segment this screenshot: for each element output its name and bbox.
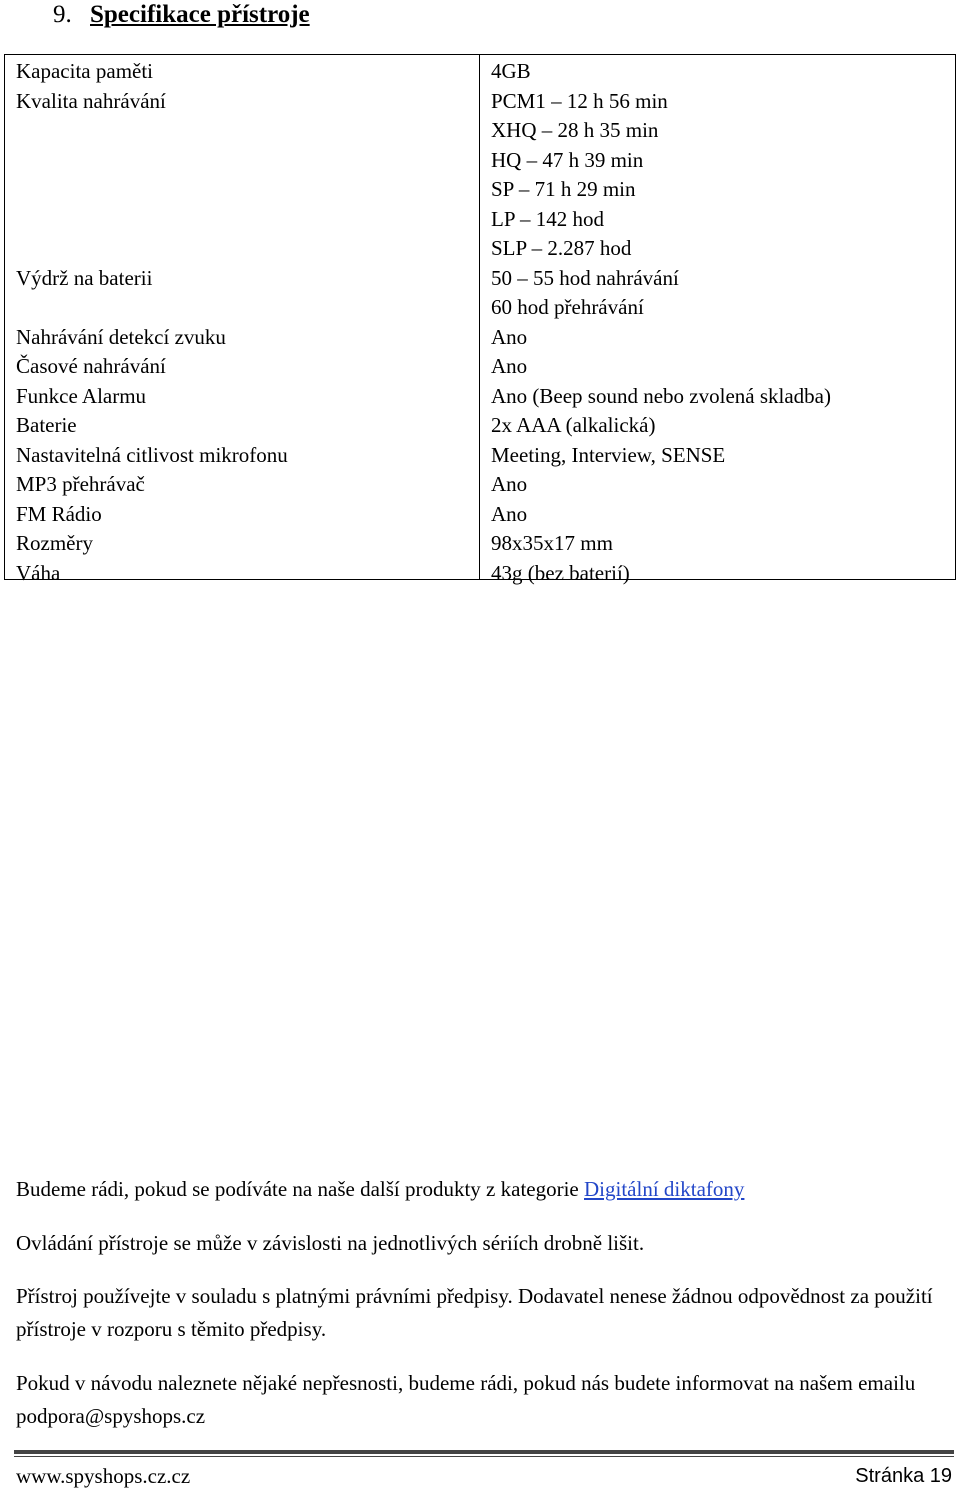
spec-value-line: 60 hod přehrávání: [491, 295, 644, 319]
spec-value-line: 43g (bez baterií): [491, 560, 630, 585]
category-link[interactable]: Digitální diktafony: [584, 1177, 745, 1201]
spec-label: Funkce Alarmu: [16, 383, 147, 408]
spec-value-line: Ano: [491, 354, 528, 378]
spec-value-line: 4GB: [491, 59, 531, 83]
spec-label: Váha: [16, 560, 61, 585]
section-title: Specifikace přístroje: [90, 1, 310, 28]
spec-value-line: Ano: [491, 472, 528, 496]
spec-value: [491, 529, 613, 559]
table-column-divider: [479, 55, 480, 579]
paragraph-products: [16, 1173, 946, 1206]
spec-value: [491, 352, 527, 382]
spec-value: [491, 411, 655, 441]
spec-value-line: 98x35x17 mm: [491, 531, 613, 555]
spec-label: Časové nahrávání: [16, 354, 166, 378]
spec-value: [491, 323, 527, 353]
spec-value: [491, 441, 725, 471]
spec-value-line: Ano: [491, 501, 528, 526]
spec-value-line: 50 – 55 hod nahrávání: [491, 265, 679, 290]
spec-label: Baterie: [16, 413, 77, 437]
paragraph-legal: Přístroj používejte v souladu s platnými právními předpisy. Dodavatel nenese žádnou odpovědnost za použití přístroje v rozporu s těmito předpisy.: [16, 1284, 933, 1341]
spec-value-line: SLP – 2.287 hod: [491, 236, 632, 260]
spec-label: Výdrž na baterii: [16, 265, 153, 290]
section-number: 9.: [53, 1, 72, 28]
spec-value-line: 2x AAA (alkalická): [491, 413, 656, 437]
footer-page-number: Stránka 19: [855, 1465, 952, 1487]
spec-value-line: LP – 142 hod: [491, 206, 604, 231]
spec-value: [491, 87, 668, 264]
paragraph-products-text: Budeme rádi, pokud se podíváte na naše další produkty z kategorie: [16, 1177, 585, 1201]
spec-value: [491, 57, 531, 87]
spec-value-line: Ano (Beep sound nebo zvolená skladba): [491, 383, 831, 408]
spec-value-line: SP – 71 h 29 min: [491, 177, 636, 201]
spec-value: [491, 559, 630, 589]
footer-website: www.spyshops.cz.cz: [16, 1464, 191, 1488]
spec-label: Kvalita nahrávání: [16, 88, 166, 113]
spec-value: [491, 382, 831, 412]
spec-value-line: Ano: [491, 324, 528, 349]
spec-value: [491, 500, 527, 530]
footer-rule-thick: [14, 1450, 954, 1454]
paragraph-feedback: Pokud v návodu naleznete nějaké nepřesnosti, budeme rádi, pokud nás budete informovat na našem emailu podpora@spyshops.cz: [16, 1371, 916, 1428]
spec-label: FM Rádio: [16, 501, 102, 526]
spec-value-line: HQ – 47 h 39 min: [491, 147, 644, 172]
spec-table: [4, 54, 956, 585]
spec-label: MP3 přehrávač: [16, 472, 145, 496]
spec-label: Kapacita paměti: [16, 59, 154, 83]
spec-value-line: PCM1 – 12 h 56 min: [491, 88, 668, 113]
spec-value: [491, 264, 679, 323]
spec-label: Nastavitelná citlivost mikrofonu: [16, 442, 288, 467]
spec-label: Rozměry: [16, 531, 93, 555]
spec-value: [491, 470, 527, 500]
spec-label: Nahrávání detekcí zvuku: [16, 324, 226, 349]
footer-rule-thin: [14, 1456, 954, 1457]
section-heading: [53, 0, 310, 30]
spec-value-line: Meeting, Interview, SENSE: [491, 442, 726, 467]
paragraph-controls: Ovládání přístroje se může v závislosti na jednotlivých sériích drobně lišit.: [16, 1231, 645, 1255]
spec-value-line: XHQ – 28 h 35 min: [491, 118, 659, 142]
